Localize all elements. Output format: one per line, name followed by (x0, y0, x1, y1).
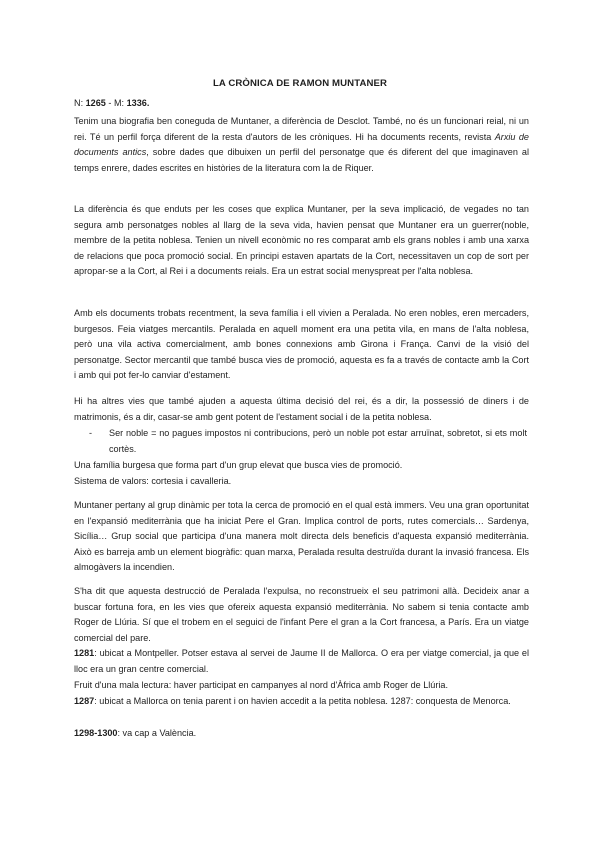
year-1298-1300: 1298-1300 (74, 728, 118, 738)
bullet-dash: - (89, 428, 93, 438)
year-1281: 1281 (74, 648, 95, 658)
document-title: LA CRÒNICA DE RAMON MUNTANER (212, 78, 388, 89)
line-values: Sistema de valors: cortesia i cavalleria. (74, 476, 232, 486)
entry-1287: 1287: ubicat a Mallorca on tenia parent i on havien accedit a la petita noblesa. 1287: conquesta de Menorca. (74, 696, 511, 706)
journal-title: Arxiu de documents antics (74, 131, 529, 158)
paragraph-promotion: Hi ha altres vies que també ajuden a aquesta última decisió del rei, és a dir, la possessió de diners i de matrimonis, és a dir, casar-se amb gent potent de l'estament social i de la petita noblesa. (74, 396, 529, 422)
line-family: Una família burgesa que forma part d'un grup elevat que busca vies de promoció. (74, 460, 403, 470)
year-1287: 1287 (74, 696, 95, 706)
entry-1298: 1298-1300: va cap a València. (74, 728, 197, 738)
paragraph-destruction: S'ha dit que aquesta destrucció de Peralada l'expulsa, no reconstrueix el seu patrimoni allà. Decideix anar a buscar fortuna fora, en les vies que ofereix aquesta expansió mediterrània. No sabem si tenia contacte amb Roger de Llúria. Sí que el trobem en el seguici de l'infant Pere el gran a la Cort francesa, a París. Era un viatge comercial del pare. (74, 586, 529, 643)
meta-separator: - (108, 98, 112, 108)
line-fruit: Fruit d'una mala lectura: haver participat en campanyes al nord d'Àfrica amb Roger de Llúria. (74, 680, 448, 690)
paragraph-social-status: La diferència és que enduts per les coses que explica Muntaner, per la seva implicació, de vegades no tan segura amb personatges nobles al llarg de la seva vida, havien pensat que Muntaner era un guerrer(noble, membre de la petita noblesa. Tenien un nivell econòmic no res comparat amb els grans nobles i amb una xarxa de relacions que poca promoció social. En principi estaven apartats de la Cort, necessitaven un cop de sort per apropar-se a la Cort, al Rei i a documents reials. Era un estrat social menyspreat per l'alta noblesa. (74, 204, 529, 277)
death-label: M: (113, 98, 125, 108)
paragraph-peralada: Amb els documents trobats recentment, la seva família i ell vivien a Peralada. No eren nobles, eren mercaders, burgesos. Feia viatges mercantils. Peralada en aquell moment era una petita vila, en mans de l'alta noblesa, però una vila activa comercialment, amb bones connexions amb Girona i França. Canvi de la visió del personatge. Sector mercantil que també busca vies de promoció, aquesta es fa a través de contacte amb la Cort i amb qui pot fer-lo canviar d'estament. (74, 308, 529, 381)
paragraph-biography: Tenim una biografia ben coneguda de Muntaner, a diferència de Desclot. També, no és un funcionari reial, ni un rei. Té un perfil força diferent de la resta d'autors de les cròniques. Hi ha documents recents, revista Arxiu de documents antics, sobre dades que dibuixen un perfil del personatge que és diferent del que imaginaven al temps enrere, dades escrites en històries de la literatura com la de Riquer. (74, 116, 530, 173)
death-year: 1336. (126, 98, 150, 108)
entry-1281: 1281: ubicat a Montpeller. Potser estava al servei de Jaume II de Mallorca. O era per viatge comercial, ja que el lloc era un gran centre comercial. (74, 648, 529, 674)
paragraph-expansion: Muntaner pertany al grup dinàmic per tota la cerca de promoció en el qual està immers. Veu una gran oportunitat en l'expansió mediterrània que ha iniciat Pere el Gran. Implica control de ports, rutes comercials… Sardenya, Sicília… Grup social que participa d'una manera molt directa dels beneficis d'aquesta expansió mediterrània. Això es barreja amb un element biogràfic: quan marxa, Peralada resulta destruïda durant la invasió francesa. Els almogàvers la incendien. (74, 500, 529, 573)
birth-death-line (74, 96, 149, 112)
bullet-noble: Ser noble = no pagues impostos ni contribucions, però un noble pot estar arruïnat, sobretot, si ets molt cortès. (109, 428, 527, 454)
birth-label: N: (74, 98, 84, 108)
birth-year: 1265 (85, 98, 106, 108)
